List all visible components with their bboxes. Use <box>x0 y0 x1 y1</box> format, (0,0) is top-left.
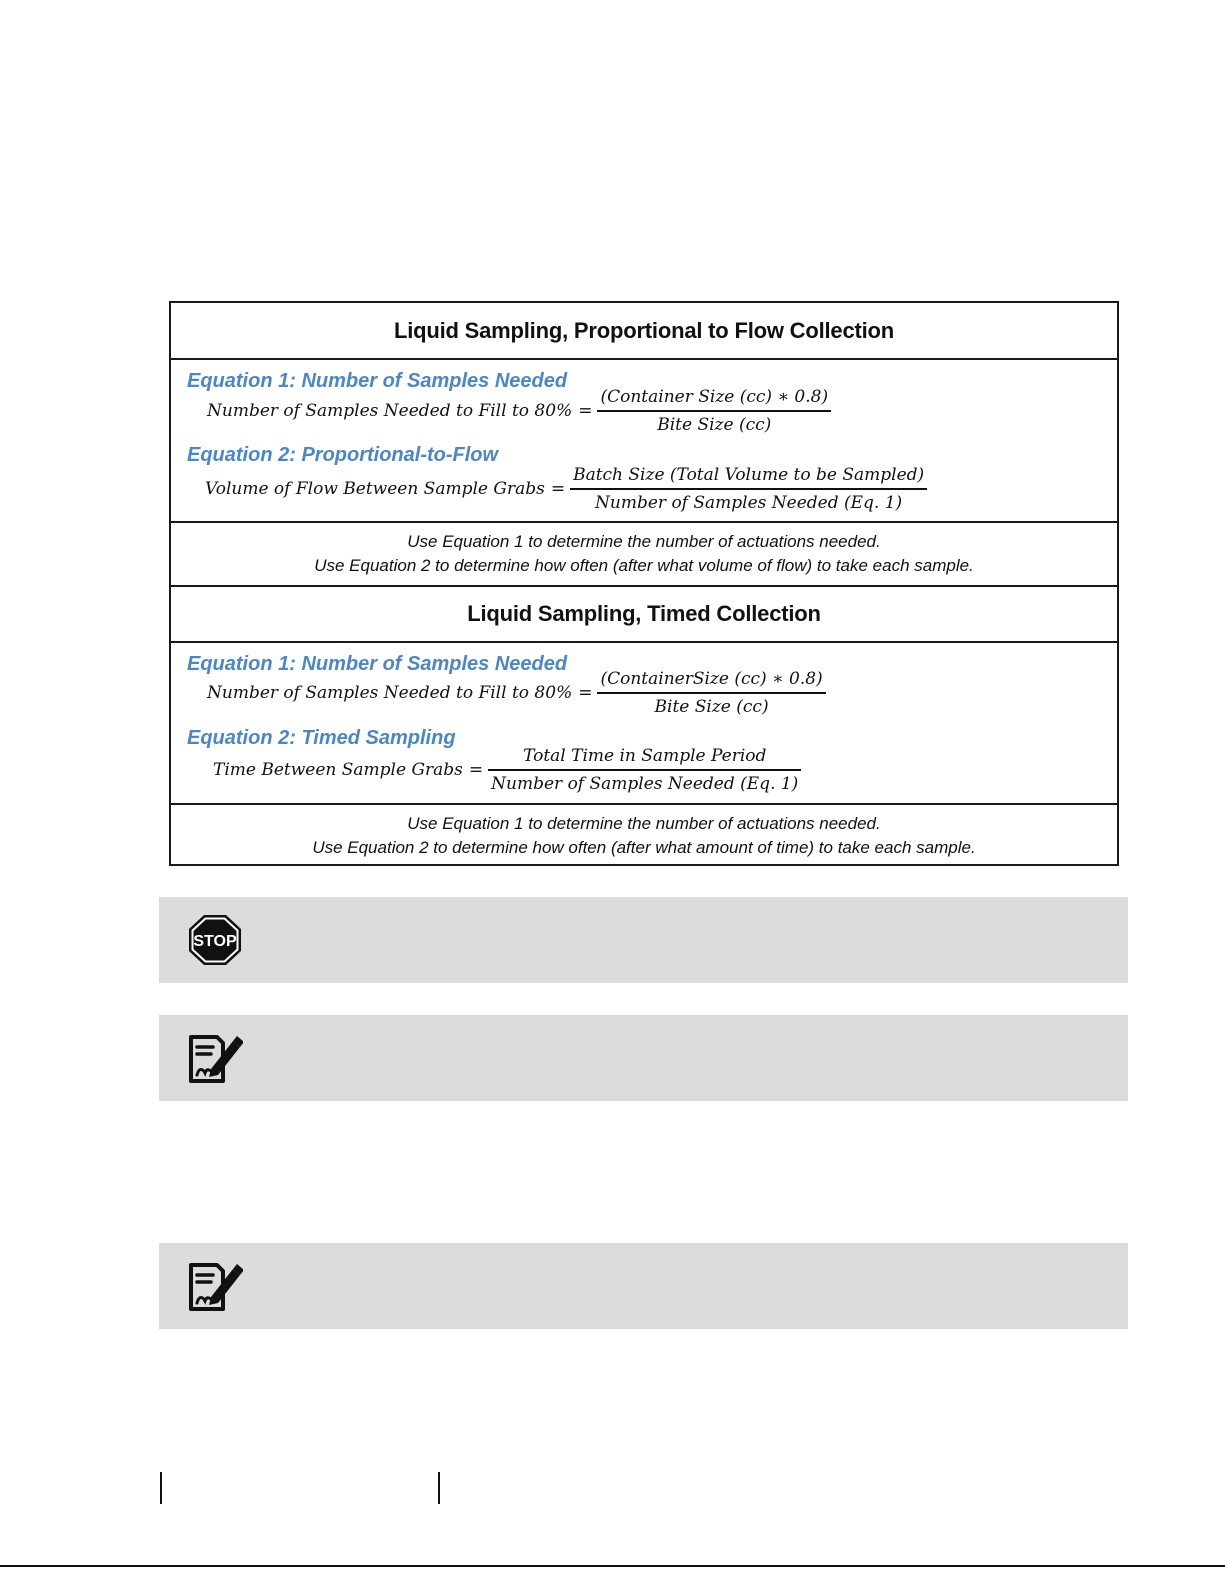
equals-sign: = <box>578 682 593 703</box>
section1-eq1-denominator: Bite Size (cc) <box>657 414 772 435</box>
section1-note <box>171 523 1117 587</box>
section1-note-line2: Use Equation 2 to determine how often (after what volume of flow) to take each sample. <box>314 556 974 575</box>
stop-sign-icon <box>187 913 243 967</box>
section1-eq1 <box>207 384 831 438</box>
section1-eq1-label: Equation 1: Number of Samples Needed <box>187 370 568 392</box>
section1-eq2-denominator: Number of Samples Needed (Eq. 1) <box>595 492 903 513</box>
equals-sign: = <box>578 400 593 421</box>
section1-eq2-numerator: Batch Size (Total Volume to be Sampled) <box>573 465 925 485</box>
section2-eq2-denominator: Number of Samples Needed (Eq. 1) <box>491 773 799 794</box>
section2-eq1-numerator: (ContainerSize (cc) ∗ 0.8) <box>600 669 823 689</box>
note-callout-1 <box>159 1015 1128 1101</box>
section2-eq1-lhs: Number of Samples Needed to Fill to 80% <box>207 682 573 703</box>
note-callout-2 <box>159 1243 1128 1329</box>
footer-divider-right <box>438 1472 440 1504</box>
section2-eq2-numerator: Total Time in Sample Period <box>523 746 767 766</box>
section2-eq2-fraction <box>488 743 801 797</box>
section1-title: Liquid Sampling, Proportional to Flow Collection <box>171 303 1117 360</box>
section2-note-line2: Use Equation 2 to determine how often (after what amount of time) to take each sample. <box>312 837 976 857</box>
note-pen-icon <box>187 1259 243 1313</box>
section2-eq2-lhs: Time Between Sample Grabs <box>213 759 463 780</box>
section2-eq1-denominator: Bite Size (cc) <box>654 696 769 717</box>
section1-eq2 <box>205 462 927 516</box>
section2-eq1-fraction <box>597 666 825 720</box>
section2-note <box>171 805 1117 866</box>
section1-equations <box>171 360 1117 523</box>
footer-divider-left <box>160 1472 162 1504</box>
section2-eq2-label: Equation 2: Timed Sampling <box>187 727 456 749</box>
section2-eq2 <box>213 743 801 797</box>
section2-note-line1: Use Equation 1 to determine the number of actuations needed. <box>407 813 881 833</box>
section1-eq1-lhs: Number of Samples Needed to Fill to 80% <box>207 400 573 421</box>
section1-eq2-label: Equation 2: Proportional-to-Flow <box>187 444 499 466</box>
section2-eq1-label: Equation 1: Number of Samples Needed <box>187 653 568 675</box>
equals-sign: = <box>550 478 566 499</box>
equals-sign: = <box>468 759 484 780</box>
stop-callout <box>159 897 1128 983</box>
section1-note-line1: Use Equation 1 to determine the number of actuations needed. <box>407 532 881 551</box>
equation-table <box>169 301 1119 866</box>
stop-icon-text: STOP <box>193 933 237 950</box>
section2-eq1 <box>207 666 826 720</box>
section1-eq2-fraction <box>570 462 927 516</box>
section2-title: Liquid Sampling, Timed Collection <box>171 587 1117 643</box>
section2-equations <box>171 643 1117 805</box>
section1-eq1-numerator: (Container Size (cc) ∗ 0.8) <box>600 387 829 407</box>
page-bottom-rule <box>0 1565 1225 1567</box>
section1-eq1-fraction <box>597 384 831 438</box>
section1-eq2-lhs: Volume of Flow Between Sample Grabs <box>205 478 545 499</box>
note-pen-icon <box>187 1031 243 1085</box>
